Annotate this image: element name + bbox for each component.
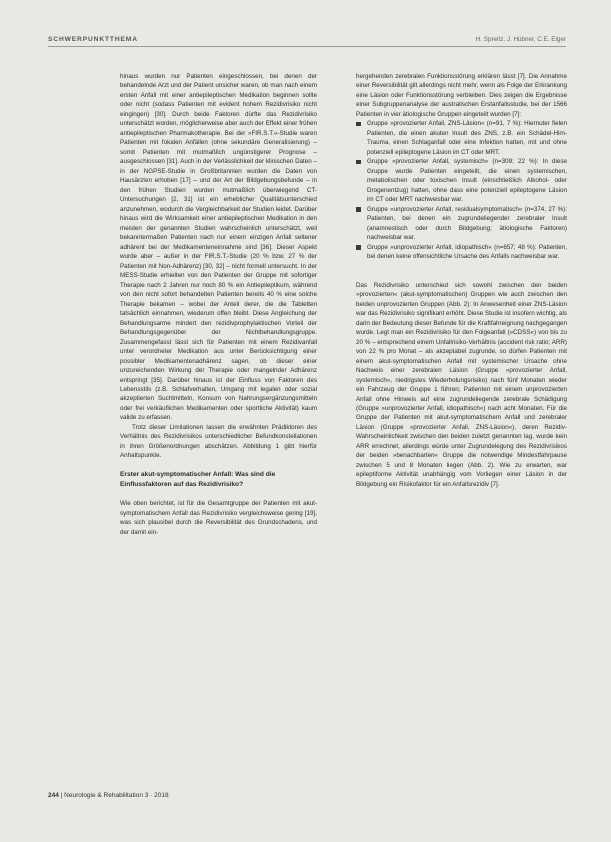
list-item-text: Gruppe »unprovozierter Anfall, idiopathisch« (n=657; 48 %): Patienten, bei denen keine offensichtliche Ursache des Anfalls nachweisbar war. [367,243,567,261]
page-footer [48,792,169,799]
author-line: H. Spreitz, J. Hübner, C.E. Elger [475,36,566,43]
page-number: 244 [48,792,59,799]
body-paragraph: Wie oben berichtet, ist für die Gesamtgruppe der Patienten mit akut-symptomatischem Anfall das Rezidivrisiko vergleichsweise gering [19], was sich plausibel durch die Reversibilität des Grundschadens, und der damit ein- [120,500,317,536]
header-rule [48,46,566,47]
list-item-text: Gruppe »unprovozierter Anfall, residualsymptomatisch« (n=374, 27 %): Patienten, bei denen ein zugrundeliegender zerebraler Insult (anamnestisch oder durch Bildgebung; ätiologische Faktoren) nachweisbar war. [367,205,567,242]
body-paragraph: hinaus wurden nur Patienten eingeschlossen, bei denen der behandelnde Arzt und der Patient unsicher waren, ob man nach einem ersten Anfall mit einer antiepileptischen Medikation beginnen sollte oder nicht (sodass Patienten mit evident hohem Rezidivrisiko nicht eingingen) [30]. Durch beide Faktoren dürfte das Rezidivrisiko unterschätzt worden, möglicherweise aber auch der Effekt einer frühen antiepileptischen Pharmakotherapie. Bei der »FIR.S.T.«-Studie waren Patienten mit fokalen Anfällen (ohne sekundäre Generalisierung) – somit Patienten mit mutmaßlich ungünstigerer Prognose – ausgeschlossen [31]. Auch in der Verlässlichkeit der klinischen Daten – in der NGPSE-Studie in Großbritannien wurden die Daten von Hausärzten erhoben [17] – und der Art der Bildgebungsbefunde – in den frühen Studien wurden mutmaßlich überwiegend CT-Untersuchungen [2, 31] ist ein erheblicher Qualitätsunterschied anzunehmen, wodurch die Vergleichbarkeit der Studien leidet. Darüber hinaus wird die Wirksamkeit einer antiepileptischen Medikation in den meisten der genannten Studien wahrscheinlich unterschätzt, weil bekanntermaßen Patienten nach nur einem einzigen Anfall seltener adhärent bei der Medikamenteneinnahme sind [36]. Dieser Aspekt wurde aber – außer in der FIR.S.T.-Studie (20 % bzw. 27 % der Patienten mit Non-Adhärenz) [30, 32] – nicht formell untersucht. In der MESS-Studie erhielten von den Patienten der Gruppe mit sofortiger Therapie nach 2 Jahren nur noch 80 % ein Antiepileptikum, während von den nicht sofort behandelten Patienten bereits 40 % eine solche Therapie bekamen – wobei der Anteil derer, die die Tabletten tatsächlich einnahmen, wiederum offen bleibt. Diese Angleichung der Behandlungsarme mindert den rezidivprophylaktischen Vorteil der Behandlungsgegenüber der Nichtbehandlungsgruppe. Zusammengefasst lässt sich für Patienten mit einem Rezidivanfall unter verordneter Medikation aus unter Berücksichtigung einer possibler Medikamentenadhärenz sagen, ob dieser einer unzureichenden Wirkung der Therapie oder mangelnder Adhärenz entspringt [35]. Darüber hinaus ist der Einfluss von Faktoren des Lebensstils (z.B. Schlafverhalten, Umgang mit legalen oder sozial akzeptierten Suchtmitteln, Konsum von Nahrungsergänzungsmitteln oder frei verkäuflichen Medikamenten oder sportliche Aktivität) kaum valide zu erfassen. [120,73,317,422]
left-column [120,72,317,537]
section-label: SCHWERPUNKTTHEMA [48,36,138,43]
right-column [356,72,567,489]
body-paragraph: Trotz dieser Limitationen lassen die erwähnten Prädiktoren des Verhältnis des Rezidivrisikos unterschiedlicher Befundkonstellationen in ihren Größenordnungen abschätzen. Abbildung 1 gibt hierfür Anhaltspunkte. [120,423,317,460]
footer-separator: | [60,792,65,799]
list-item-text: Gruppe »provozierter Anfall, systemisch« (n=309; 22 %): In diese Gruppe wurde Patienten eingeteilt, die einen systemischen, metabolischen oder toxischen Insult (einschließlich Alkohol- oder Drogenentzug) hatten, ohne dass eine potenziell epileptogene Läsion im CT oder MRT nachweisbar war. [367,158,567,204]
bullet-icon [356,160,361,165]
bullet-icon [356,245,361,250]
list-item-text: Gruppe »provozierter Anfall, ZNS-Läsion« (n=91, 7 %): Hiernuter fielen Patienten, die einen akuten Insult des ZNS, z.B. ein Schädel-Hirn-Trauma, einen Schlaganfall oder eine Infektion hatten, mit und ohne potenziell epileptogene Läsion im CT oder MRT. [367,120,567,156]
body-paragraph: hergehenden zerebralen Funktionsstörung erklären lässt [7]. Die Annahme einer Reversibilität gilt allerdings nicht mehr, wenn als Folge der Erkrankung eine Läsion oder Funktionsstörung verbleiben. Dies zeigen die Ergebnisse einer Subgruppenanalyse der australischen Erstanfallsstudie, bei der 1566 Patienten in vier ätiologische Gruppen eingeteilt wurden [7]: [356,73,567,118]
list-item [356,157,567,204]
list-item [356,205,567,243]
section-heading: Erster akut-symptomatischer Anfall: Was sind die Einflussfaktoren auf das Rezidivrisiko? [120,471,276,488]
list-item [356,243,567,262]
body-paragraph: Das Rezidivrisiko unterschied sich sowohl zwischen den beiden »provozierten« (akut-symptomatischen) Gruppen wie auch zwischen den beiden unprovozierten Gruppen (Abb. 2): In Anwesenheit einer ZNS-Läsion war das Rezidivrisiko signifikant erhöht. Diese Studie ist insofern wichtig, als darin der Bedeutung dieser Befunde für die Kraftfahreignung nachgegangen wurde. Legt man ein Rezidivrisiko für den Folgeanfall (»CDSS«) von bis zu 20 % – entsprechend einem Unfallrisiko-Verhältnis (accident risk ratio; ARR) von 22 % pro Monat – als akzeptabel zugrunde, so dürfen Patienten mit einem akut-symptomatischen Anfall mit systemischer Ursache ohne Nachweis einer zerebralen Läsion (Gruppe »provozierter Anfall, systemisch«, niedrigstes Wiederholungsrisiko) nach fünf Monaten wieder ein Fahrzeug der Gruppe 1 führen; Patienten mit einem unprovozierten Anfall ohne Hinweis auf eine zugrundeliegende zerebrale Schädigung (Gruppe »unprovozierter Anfall, idiopathisch«) nach acht Monaten. Für die Gruppe der Patienten mit akut-symptomatischem Anfall und zerebraler Läsion (Gruppe »provozierter Anfall, ZNS-Läsion«), deren Rezidiv-Wahrscheinlichkeit zwischen den beiden zuletzt genannten lag, wurde kein ARR errechnet, allerdings würde unter Zugrundelegung des Rezidivrisikos der beiden »benachbarten« Gruppe die notwendige Mindestfahrpause zwischen 5 und 8 Monaten liegen (Abb. 2). Wie zu erwarten, war epileptiforme Aktivität unabhängig vom Vorliegen einer Läsion in der Bildgebung ein Risikofaktor für ein Anfallsrezidiv [7]. [356,281,567,488]
bullet-icon [356,122,361,127]
list-item [356,119,567,157]
journal-name: Neurologie & Rehabilitation 3 · 2018 [64,792,169,799]
bullet-icon [356,207,361,212]
